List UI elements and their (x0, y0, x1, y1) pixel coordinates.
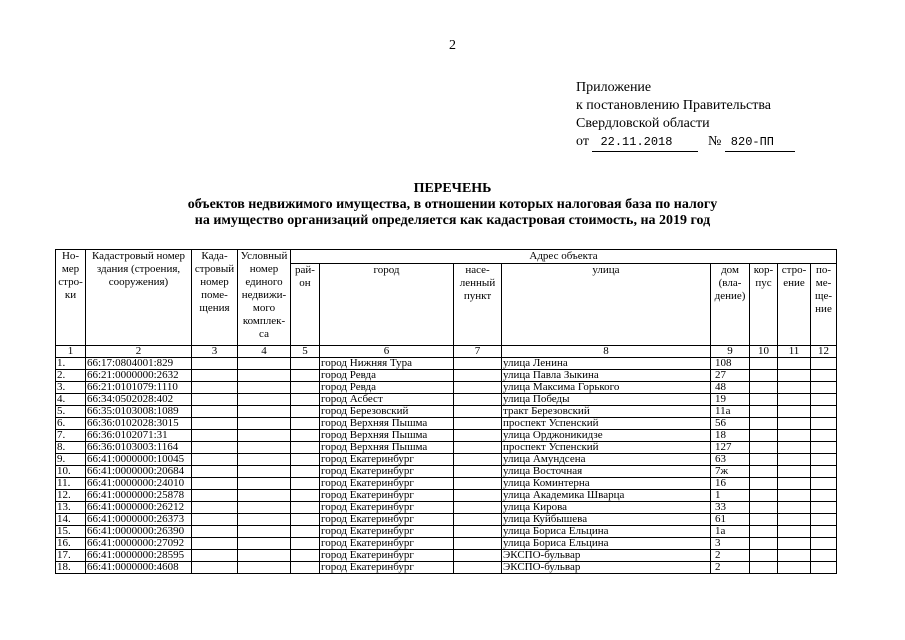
row-number-cell: 2. (56, 370, 86, 382)
settlement-cell (454, 418, 502, 430)
street-cell: улица Восточная (502, 466, 711, 478)
city-cell: город Екатеринбург (320, 550, 454, 562)
city-cell: город Асбест (320, 394, 454, 406)
column-number-row (56, 346, 837, 358)
house-cell: 16 (711, 478, 750, 490)
street-cell: тракт Березовский (502, 406, 711, 418)
district-cell (291, 466, 320, 478)
premises-cell (192, 394, 238, 406)
header-street: улица (502, 264, 711, 346)
property-register-table (55, 249, 837, 574)
room-cell (811, 358, 837, 370)
column-number: 5 (291, 346, 320, 358)
house-cell: 18 (711, 430, 750, 442)
column-number: 6 (320, 346, 454, 358)
complex-cell (238, 562, 291, 574)
district-cell (291, 406, 320, 418)
room-cell (811, 394, 837, 406)
room-cell (811, 382, 837, 394)
premises-cell (192, 502, 238, 514)
street-cell: улица Ленина (502, 358, 711, 370)
complex-cell (238, 358, 291, 370)
street-cell: улица Бориса Ельцина (502, 526, 711, 538)
city-cell: город Екатеринбург (320, 490, 454, 502)
cadastral-number-cell: 66:41:0000000:10045 (86, 454, 192, 466)
cadastral-number-cell: 66:41:0000000:26373 (86, 514, 192, 526)
table-row (56, 418, 837, 430)
building-cell (750, 478, 778, 490)
room-cell (811, 466, 837, 478)
structure-cell (778, 562, 811, 574)
cadastral-number-cell: 66:35:0103008:1089 (86, 406, 192, 418)
structure-cell (778, 418, 811, 430)
annex-line-2: к постановлению Правительства (576, 98, 772, 113)
house-cell: 1а (711, 526, 750, 538)
street-cell: улица Коминтерна (502, 478, 711, 490)
house-cell: 48 (711, 382, 750, 394)
header-house: дом (вла-дение) (711, 264, 750, 346)
title-line-2: объектов недвижимого имущества, в отношении которых налоговая база по налогу (187, 197, 718, 212)
document-title (0, 181, 905, 229)
complex-cell (238, 514, 291, 526)
complex-cell (238, 466, 291, 478)
structure-cell (778, 394, 811, 406)
premises-cell (192, 490, 238, 502)
room-cell (811, 490, 837, 502)
district-cell (291, 370, 320, 382)
district-cell (291, 550, 320, 562)
room-cell (811, 370, 837, 382)
district-cell (291, 526, 320, 538)
structure-cell (778, 370, 811, 382)
header-city: город (320, 264, 454, 346)
building-cell (750, 442, 778, 454)
street-cell: улица Кирова (502, 502, 711, 514)
annex-line-1: Приложение (576, 80, 652, 95)
room-cell (811, 418, 837, 430)
annex-line-3: Свердловской области (576, 116, 710, 131)
header-district: рай-он (291, 264, 320, 346)
complex-cell (238, 526, 291, 538)
row-number-cell: 14. (56, 514, 86, 526)
header-building: кор-пус (750, 264, 778, 346)
header-row-top (56, 250, 837, 264)
street-cell: улица Победы (502, 394, 711, 406)
premises-cell (192, 358, 238, 370)
cadastral-number-cell: 66:41:0000000:25878 (86, 490, 192, 502)
annex-date-line (576, 133, 795, 152)
complex-cell (238, 550, 291, 562)
building-cell (750, 466, 778, 478)
house-cell: 11а (711, 406, 750, 418)
district-cell (291, 358, 320, 370)
table-row (56, 382, 837, 394)
structure-cell (778, 454, 811, 466)
header-address: Адрес объекта (291, 250, 837, 264)
title-line-3: на имущество организаций определяется как кадастровая стоимость, на 2019 год (194, 213, 711, 228)
title-line-1: ПЕРЕЧЕНЬ (413, 181, 492, 196)
table-row (56, 406, 837, 418)
table-row (56, 466, 837, 478)
column-number: 2 (86, 346, 192, 358)
district-cell (291, 490, 320, 502)
settlement-cell (454, 430, 502, 442)
city-cell: город Екатеринбург (320, 538, 454, 550)
settlement-cell (454, 514, 502, 526)
settlement-cell (454, 550, 502, 562)
premises-cell (192, 370, 238, 382)
complex-cell (238, 406, 291, 418)
structure-cell (778, 430, 811, 442)
structure-cell (778, 490, 811, 502)
premises-cell (192, 538, 238, 550)
building-cell (750, 370, 778, 382)
room-cell (811, 538, 837, 550)
header-structure: стро-ение (778, 264, 811, 346)
row-number-cell: 3. (56, 382, 86, 394)
row-number-cell: 17. (56, 550, 86, 562)
structure-cell (778, 550, 811, 562)
row-number-cell: 4. (56, 394, 86, 406)
house-cell: 56 (711, 418, 750, 430)
cadastral-number-cell: 66:41:0000000:26212 (86, 502, 192, 514)
complex-cell (238, 538, 291, 550)
structure-cell (778, 478, 811, 490)
street-cell: улица Амундсена (502, 454, 711, 466)
building-cell (750, 382, 778, 394)
structure-cell (778, 514, 811, 526)
room-cell (811, 406, 837, 418)
complex-cell (238, 418, 291, 430)
table-row (56, 526, 837, 538)
column-number: 10 (750, 346, 778, 358)
room-cell (811, 502, 837, 514)
building-cell (750, 394, 778, 406)
premises-cell (192, 442, 238, 454)
cadastral-number-cell: 66:17:0804001:829 (86, 358, 192, 370)
complex-cell (238, 430, 291, 442)
settlement-cell (454, 466, 502, 478)
room-cell (811, 442, 837, 454)
cadastral-number-cell: 66:41:0000000:26390 (86, 526, 192, 538)
district-cell (291, 454, 320, 466)
settlement-cell (454, 490, 502, 502)
header-complex: Условный номер единого недвижи-мого комплек-са (238, 250, 291, 346)
district-cell (291, 502, 320, 514)
district-cell (291, 562, 320, 574)
district-cell (291, 442, 320, 454)
row-number-cell: 5. (56, 406, 86, 418)
building-cell (750, 358, 778, 370)
table-row (56, 550, 837, 562)
column-number: 11 (778, 346, 811, 358)
structure-cell (778, 502, 811, 514)
street-cell: улица Академика Шварца (502, 490, 711, 502)
building-cell (750, 550, 778, 562)
complex-cell (238, 454, 291, 466)
building-cell (750, 430, 778, 442)
row-number-cell: 15. (56, 526, 86, 538)
street-cell: ЭКСПО-бульвар (502, 562, 711, 574)
table-row (56, 358, 837, 370)
house-cell: 1 (711, 490, 750, 502)
district-cell (291, 514, 320, 526)
header-settlement: насе-ленный пункт (454, 264, 502, 346)
row-number-cell: 7. (56, 430, 86, 442)
premises-cell (192, 382, 238, 394)
city-cell: город Березовский (320, 406, 454, 418)
settlement-cell (454, 382, 502, 394)
settlement-cell (454, 394, 502, 406)
table-row (56, 502, 837, 514)
city-cell: город Екатеринбург (320, 514, 454, 526)
room-cell (811, 550, 837, 562)
building-cell (750, 406, 778, 418)
room-cell (811, 430, 837, 442)
row-number-cell: 18. (56, 562, 86, 574)
building-cell (750, 502, 778, 514)
building-cell (750, 490, 778, 502)
structure-cell (778, 406, 811, 418)
city-cell: город Екатеринбург (320, 454, 454, 466)
cadastral-number-cell: 66:41:0000000:24010 (86, 478, 192, 490)
building-cell (750, 526, 778, 538)
city-cell: город Екатеринбург (320, 502, 454, 514)
house-cell: 2 (711, 550, 750, 562)
table-row (56, 562, 837, 574)
column-number: 3 (192, 346, 238, 358)
building-cell (750, 562, 778, 574)
cadastral-number-cell: 66:41:0000000:27092 (86, 538, 192, 550)
city-cell: город Ревда (320, 370, 454, 382)
settlement-cell (454, 370, 502, 382)
table-row (56, 514, 837, 526)
row-number-cell: 1. (56, 358, 86, 370)
district-cell (291, 418, 320, 430)
complex-cell (238, 478, 291, 490)
district-cell (291, 478, 320, 490)
table-row (56, 478, 837, 490)
structure-cell (778, 466, 811, 478)
header-row-number: Но-мер стро-ки (56, 250, 86, 346)
resolution-number: 820-ПП (725, 133, 795, 152)
structure-cell (778, 526, 811, 538)
column-number: 12 (811, 346, 837, 358)
house-cell: 2 (711, 562, 750, 574)
cadastral-number-cell: 66:21:0101079:1110 (86, 382, 192, 394)
cadastral-number-cell: 66:21:0000000:2632 (86, 370, 192, 382)
room-cell (811, 478, 837, 490)
house-cell: 7ж (711, 466, 750, 478)
room-cell (811, 526, 837, 538)
premises-cell (192, 514, 238, 526)
table-row (56, 454, 837, 466)
district-cell (291, 394, 320, 406)
header-cadastral: Кадастровый номер здания (строения, сооружения) (86, 250, 192, 346)
row-number-cell: 16. (56, 538, 86, 550)
street-cell: проспект Успенский (502, 418, 711, 430)
city-cell: город Екатеринбург (320, 466, 454, 478)
settlement-cell (454, 538, 502, 550)
room-cell (811, 514, 837, 526)
settlement-cell (454, 478, 502, 490)
row-number-cell: 13. (56, 502, 86, 514)
header-premises: Када-стровый номер поме-щения (192, 250, 238, 346)
house-cell: 27 (711, 370, 750, 382)
column-number: 9 (711, 346, 750, 358)
building-cell (750, 418, 778, 430)
from-label: от (576, 134, 589, 149)
complex-cell (238, 370, 291, 382)
building-cell (750, 454, 778, 466)
settlement-cell (454, 502, 502, 514)
district-cell (291, 538, 320, 550)
street-cell: проспект Успенский (502, 442, 711, 454)
page-number: 2 (449, 38, 456, 53)
city-cell: город Верхняя Пышма (320, 418, 454, 430)
table-row (56, 490, 837, 502)
cadastral-number-cell: 66:41:0000000:4608 (86, 562, 192, 574)
column-number: 8 (502, 346, 711, 358)
premises-cell (192, 406, 238, 418)
settlement-cell (454, 442, 502, 454)
table-row (56, 394, 837, 406)
column-number: 4 (238, 346, 291, 358)
complex-cell (238, 442, 291, 454)
table-row (56, 370, 837, 382)
city-cell: город Нижняя Тура (320, 358, 454, 370)
complex-cell (238, 490, 291, 502)
annex-block (576, 79, 795, 152)
cadastral-number-cell: 66:36:0102028:3015 (86, 418, 192, 430)
complex-cell (238, 394, 291, 406)
premises-cell (192, 430, 238, 442)
structure-cell (778, 382, 811, 394)
structure-cell (778, 358, 811, 370)
cadastral-number-cell: 66:41:0000000:28595 (86, 550, 192, 562)
premises-cell (192, 550, 238, 562)
house-cell: 3 (711, 538, 750, 550)
premises-cell (192, 526, 238, 538)
city-cell: город Екатеринбург (320, 562, 454, 574)
premises-cell (192, 418, 238, 430)
premises-cell (192, 466, 238, 478)
row-number-cell: 12. (56, 490, 86, 502)
building-cell (750, 514, 778, 526)
building-cell (750, 538, 778, 550)
number-label: № (707, 134, 722, 149)
premises-cell (192, 478, 238, 490)
column-number: 7 (454, 346, 502, 358)
city-cell: город Верхняя Пышма (320, 442, 454, 454)
cadastral-number-cell: 66:34:0502028:402 (86, 394, 192, 406)
settlement-cell (454, 358, 502, 370)
row-number-cell: 6. (56, 418, 86, 430)
street-cell: улица Максима Горького (502, 382, 711, 394)
street-cell: ЭКСПО-бульвар (502, 550, 711, 562)
premises-cell (192, 562, 238, 574)
complex-cell (238, 502, 291, 514)
cadastral-number-cell: 66:41:0000000:20684 (86, 466, 192, 478)
complex-cell (238, 382, 291, 394)
city-cell: город Екатеринбург (320, 526, 454, 538)
house-cell: 61 (711, 514, 750, 526)
district-cell (291, 382, 320, 394)
cadastral-number-cell: 66:36:0102071:31 (86, 430, 192, 442)
resolution-date: 22.11.2018 (592, 133, 698, 152)
house-cell: 108 (711, 358, 750, 370)
row-number-cell: 9. (56, 454, 86, 466)
settlement-cell (454, 454, 502, 466)
cadastral-number-cell: 66:36:0103003:1164 (86, 442, 192, 454)
premises-cell (192, 454, 238, 466)
city-cell: город Екатеринбург (320, 478, 454, 490)
house-cell: 19 (711, 394, 750, 406)
structure-cell (778, 442, 811, 454)
street-cell: улица Куйбышева (502, 514, 711, 526)
street-cell: улица Павла Зыкина (502, 370, 711, 382)
column-number: 1 (56, 346, 86, 358)
house-cell: 63 (711, 454, 750, 466)
street-cell: улица Орджоникидзе (502, 430, 711, 442)
street-cell: улица Бориса Ельцина (502, 538, 711, 550)
table-row (56, 442, 837, 454)
table-row (56, 430, 837, 442)
row-number-cell: 8. (56, 442, 86, 454)
room-cell (811, 454, 837, 466)
room-cell (811, 562, 837, 574)
row-number-cell: 10. (56, 466, 86, 478)
district-cell (291, 430, 320, 442)
header-room: по-ме-ще-ние (811, 264, 837, 346)
structure-cell (778, 538, 811, 550)
row-number-cell: 11. (56, 478, 86, 490)
table-row (56, 538, 837, 550)
city-cell: город Ревда (320, 382, 454, 394)
house-cell: 33 (711, 502, 750, 514)
house-cell: 127 (711, 442, 750, 454)
city-cell: город Верхняя Пышма (320, 430, 454, 442)
settlement-cell (454, 562, 502, 574)
settlement-cell (454, 406, 502, 418)
settlement-cell (454, 526, 502, 538)
